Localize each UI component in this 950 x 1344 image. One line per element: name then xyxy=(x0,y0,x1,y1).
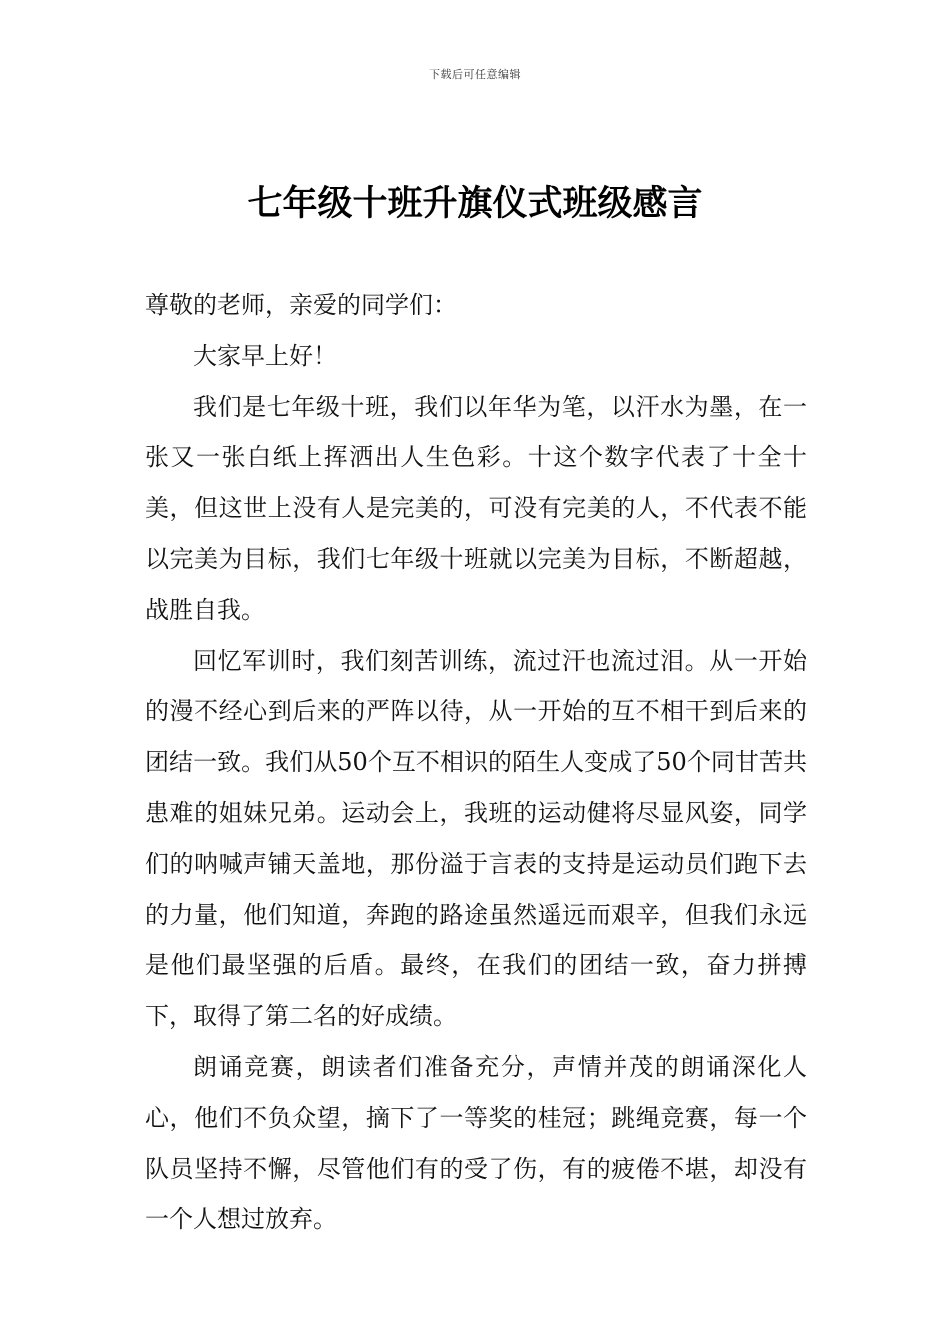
document-title: 七年级十班升旗仪式班级感言 xyxy=(247,184,703,224)
document-body xyxy=(145,280,807,1245)
paragraph-competitions: 朗诵竞赛，朗读者们准备充分，声情并茂的朗诵深化人心，他们不负众望，摘下了一等奖的桂冠；跳绳竞赛，每一个队员坚持不懈，尽管他们有的受了伤，有的疲倦不堪，却没有一个人想过放弃。 xyxy=(145,1052,807,1234)
salutation: 尊敬的老师，亲爱的同学们： xyxy=(145,291,457,319)
paragraph-intro: 我们是七年级十班，我们以年华为笔，以汗水为墨，在一张又一张白纸上挥洒出人生色彩。十这个数字代表了十全十美，但这世上没有人是完美的，可没有完美的人，不代表不能以完美为目标，我们七年级十班就以完美为目标，不断超越，战胜自我。 xyxy=(145,392,807,624)
page-header-note: 下载后可任意编辑 xyxy=(429,68,521,81)
paragraph-military-training: 回忆军训时，我们刻苦训练，流过汗也流过泪。从一开始的漫不经心到后来的严阵以待，从一开始的互不相干到后来的团结一致。我们从50个互不相识的陌生人变成了50个同甘苦共患难的姐妹兄弟。运动会上，我班的运动健将尽显风姿，同学们的呐喊声铺天盖地，那份溢于言表的支持是运动员们跑下去的力量，他们知道，奔跑的路途虽然遥远而艰辛，但我们永远是他们最坚强的后盾。最终，在我们的团结一致，奋力拼搏下，取得了第二名的好成绩。 xyxy=(145,646,807,1031)
paragraph-greeting: 大家早上好！ xyxy=(193,341,337,370)
